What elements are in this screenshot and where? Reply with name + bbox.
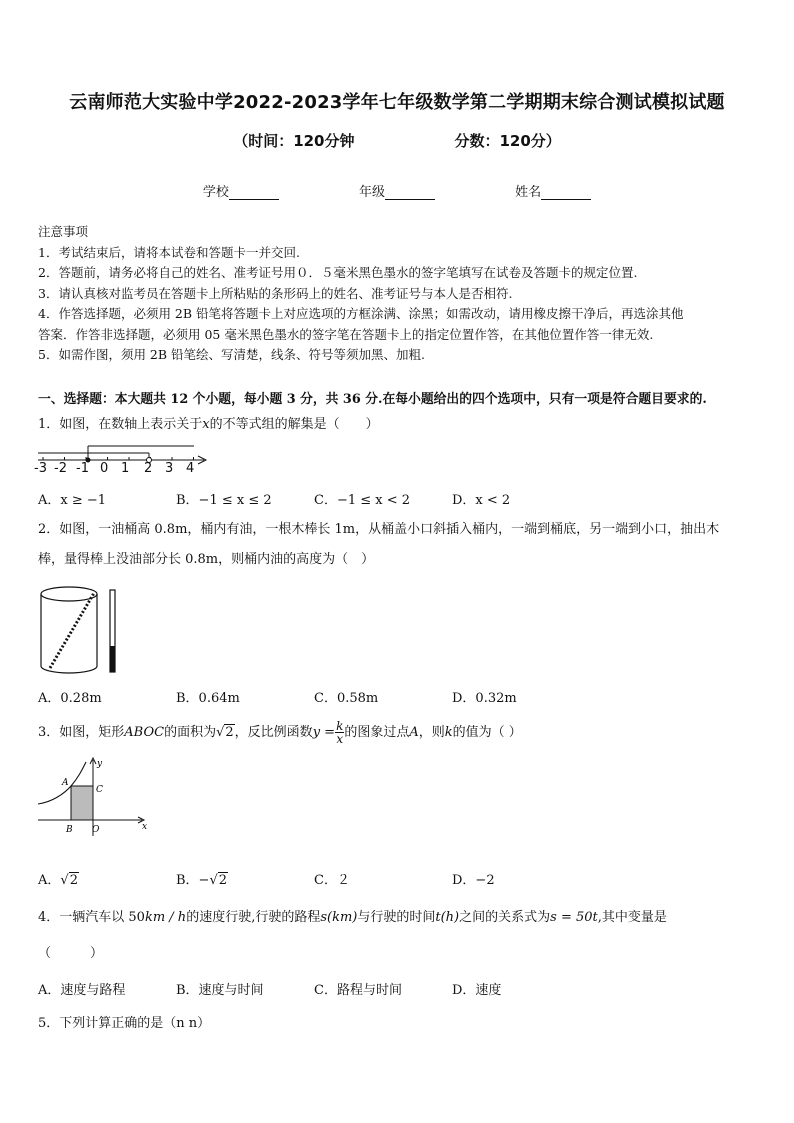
option-a: A．√2 [38, 873, 78, 888]
notes-item: 5．如需作图，须用 2B 铅笔绘、写清楚，线条、符号等须加黑、加粗. [38, 347, 426, 362]
notes-item: 4．作答选择题，必须用 2B 铅笔将答题卡上对应选项的方框涂满、涂黑；如需改动，请用橡皮擦干净后，再选涂其他 [38, 306, 684, 321]
axis-labels [34, 461, 214, 477]
option-a: A．0.28m [38, 691, 102, 706]
question-2-options [38, 687, 758, 706]
option-b: B．速度与时间 [176, 983, 264, 998]
option-c: C．0.58m [314, 691, 379, 706]
label-c: C [96, 785, 103, 795]
label-a: A [62, 778, 69, 788]
question-3-stem: 3．如图，矩形ABOC的面积为√2，反比例函数y = $\frac{k}{x}$ 的图象过点A，则k的值为（ ） [38, 719, 522, 746]
option-a: A．x ≥ −1 [38, 493, 107, 508]
stick-inside [50, 593, 94, 668]
option-d: D．速度 [452, 983, 502, 998]
tick-label: 3 [165, 461, 174, 476]
rectangle-abc [71, 786, 93, 820]
tick-label: 1 [121, 461, 130, 476]
school-field: 学校 [203, 181, 279, 200]
exam-title: 云南师范大实验中学2022-2023学年七年级数学第二学期期末综合测试模拟试题 [69, 92, 725, 113]
tick-label: -2 [54, 461, 67, 476]
tick-label: -3 [34, 461, 47, 476]
barrel-top [41, 587, 97, 601]
notes-item: 1．考试结束后，请将本试卷和答题卡一并交回. [38, 244, 300, 260]
exam-subtitle [0, 130, 794, 151]
oil-barrel-figure [38, 584, 128, 678]
grade-blank [385, 187, 435, 200]
label-b: B [66, 825, 73, 835]
question-1-options [38, 489, 758, 508]
notes-item: 2．答题前，请务必将自己的姓名、准考证号用０．５毫米黑色墨水的签字笔填写在试卷及答题卡的规定位置. [38, 265, 638, 280]
tick-label: 0 [100, 461, 109, 476]
student-info [0, 181, 794, 200]
score-label: 分数：120分） [454, 132, 561, 150]
label-x: x [142, 822, 148, 832]
notes-heading: 注意事项 [38, 224, 89, 239]
question-3-options [38, 869, 758, 888]
hyperbola-figure [38, 756, 154, 838]
name-blank [541, 187, 591, 200]
stick-oil-part [110, 646, 115, 672]
option-d: D．−2 [452, 873, 495, 888]
fraction-k-over-x: $\frac{k}{x}$ [336, 719, 344, 746]
question-4-stem: 4．一辆汽车以 50km / h的速度行驶,行驶的路程s(km)与行驶的时间t(h)之间的关系式为s = 50t,其中变量是 [38, 910, 667, 925]
notes-item: 3．请认真核对监考员在答题卡上所粘贴的条形码上的姓名、准考证号与本人是否相符. [38, 285, 513, 301]
question-1-stem: 1．如图，在数轴上表示关于x的不等式组的解集是（ ） [38, 417, 379, 432]
option-b: B．−1 ≤ x ≤ 2 [176, 493, 272, 508]
grade-field: 年级 [359, 181, 435, 200]
tick-label: 4 [186, 461, 195, 476]
notes-block [38, 222, 758, 366]
option-c: C．路程与时间 [314, 983, 402, 998]
option-c: C．−1 ≤ x < 2 [314, 493, 411, 508]
option-d: D．x < 2 [452, 493, 511, 508]
tick-label: -1 [76, 461, 89, 476]
question-2-stem: 2．如图，一油桶高 0.8m，桶内有油，一根木棒长 1m，从桶盖小口斜插入桶内，一端到桶底，另一端到小口，抽出木 棒，量得棒上没油部分长 0.8m，则桶内油的高度为（ ） [38, 522, 720, 567]
name-field: 姓名 [515, 181, 591, 200]
option-a: A．速度与路程 [38, 983, 126, 998]
option-b: B．−√2 [176, 873, 228, 888]
label-y: y [97, 759, 103, 769]
option-d: D．0.32m [452, 691, 517, 706]
option-b: B．0.64m [176, 691, 240, 706]
sqrt-expression: √2 [216, 725, 234, 740]
label-o: O [92, 825, 100, 835]
question-4-paren: （ ） [38, 946, 104, 961]
time-label: （时间：120分钟 [233, 132, 355, 150]
notes-item: 答案．作答非选择题，必须用 05 毫米黑色墨水的签字笔在答题卡上的指定位置作答，在其他位置作答一律无效. [38, 326, 654, 342]
question-5-stem: 5．下列计算正确的是（n n） [38, 1016, 211, 1031]
section-heading: 一、选择题：本大题共 12 个小题，每小题 3 分，共 36 分.在每小题给出的四个选项中，只有一项是符合题目要求的. [38, 392, 707, 407]
school-blank [229, 187, 279, 200]
option-c: C．２ [314, 873, 350, 888]
tick-label: 2 [144, 461, 153, 476]
question-4-options [38, 979, 758, 998]
